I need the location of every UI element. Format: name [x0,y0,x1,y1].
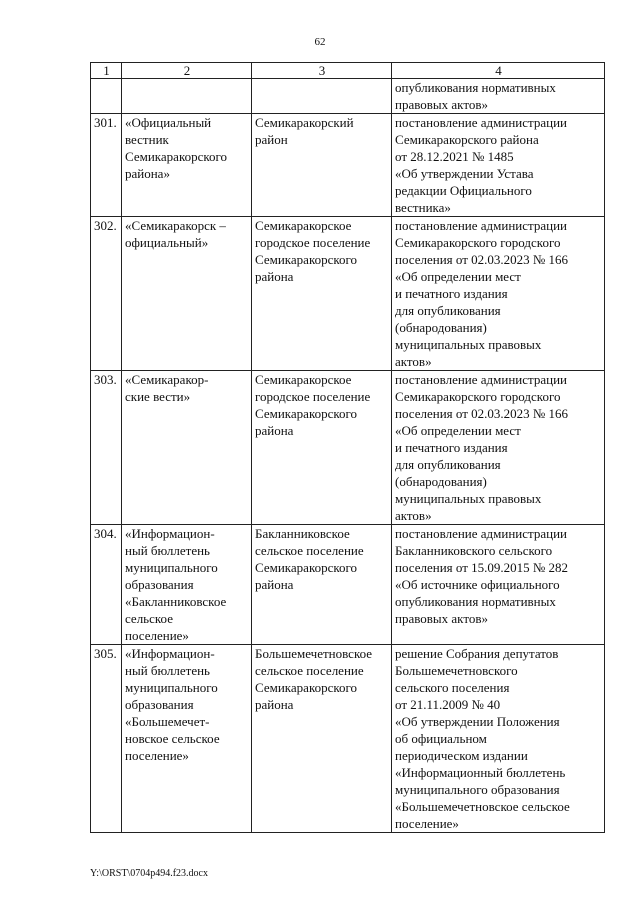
publication-name-line: района» [125,166,170,181]
legal-act-line: поселения от 02.03.2023 № 166 [395,252,569,267]
legal-act-line: муниципального образования [395,782,560,797]
table-row [91,525,605,645]
legal-act-line: Семикаракорского района [395,132,539,147]
legal-act [392,217,605,371]
legal-act-line: об официальном [395,731,487,746]
legal-act-line: Семикаракорского городского [395,389,561,404]
municipality-name-line: Семикаракорское [255,218,352,233]
municipality-name [252,525,392,645]
publication-name-line: «Большемечет- [125,714,210,729]
legal-act-line: поселения от 15.09.2015 № 282 [395,560,569,575]
legal-act-line: и печатного издания [395,440,508,455]
legal-act-line: постановление администрации [395,218,568,233]
legal-act-line: редакции Официального [395,183,532,198]
municipality-name-line: сельское поселение [255,663,364,678]
publication-name-line: «Семикаракор- [125,372,209,387]
publication-name-line: образования [125,697,194,712]
legal-act-line: «Большемечетновское сельское [395,799,570,814]
row-number: 305. [91,645,122,833]
row-number: 301. [91,114,122,217]
publication-name-line: «Информацион- [125,526,215,541]
table-row [91,371,605,525]
legal-act-line: (обнародования) [395,474,487,489]
municipality-name-line: городское поселение [255,235,371,250]
legal-act-line: для опубликования [395,457,501,472]
municipality-name [252,645,392,833]
municipality-name-line: Семикаракорское [255,372,352,387]
publication-name-line: «Информацион- [125,646,215,661]
legal-act-line: «Об определении мест [395,423,521,438]
legal-act-line: Бакланниковского сельского [395,543,553,558]
municipality-name-line: Большемечетновское [255,646,373,661]
legal-act-line: Семикаракорского городского [395,235,561,250]
municipality-name-line: Семикаракорского [255,560,358,575]
legal-act-line: поселения от 02.03.2023 № 166 [395,406,569,421]
municipality-name-line: Семикаракорского [255,680,358,695]
publication-name-line: ный бюллетень [125,663,210,678]
municipality-name-line: района [255,269,294,284]
publication-name-line: ный бюллетень [125,543,210,558]
header-col-1: 1 [91,63,122,79]
legal-act [392,371,605,525]
header-col-4: 4 [392,63,605,79]
legal-act-line: опубликования нормативных [395,594,556,609]
continuation-num [91,79,122,114]
publication-name-line: «Бакланниковское [125,594,227,609]
municipality-name [252,217,392,371]
legal-act-line: постановление администрации [395,372,568,387]
continuation-col3 [252,79,392,114]
publication-name-line: поселение» [125,748,189,763]
publication-name-line: «Семикаракорск – [125,218,226,233]
legal-act [392,114,605,217]
municipality-name-line: район [255,132,288,147]
legal-act-line: «Информационный бюллетень [395,765,566,780]
municipality-name-line: района [255,577,294,592]
legal-act-line: муниципальных правовых [395,491,542,506]
publication-name-line: новское сельское [125,731,220,746]
publication-name-line: поселение» [125,628,189,643]
municipality-name [252,371,392,525]
municipality-name-line: района [255,423,294,438]
publication-name-line: муниципального [125,680,218,695]
municipality-name-line: Семикаракорского [255,252,358,267]
legal-act [392,525,605,645]
legal-act-line: актов» [395,508,432,523]
continuation-col2 [122,79,252,114]
registry-table [90,62,605,833]
legal-act-line: Большемечетновского [395,663,518,678]
municipality-name [252,114,392,217]
legal-act-line: от 21.11.2009 № 40 [395,697,501,712]
table-row [91,217,605,371]
legal-act-line: постановление администрации [395,115,568,130]
publication-name [122,114,252,217]
municipality-name-line: Семикаракорский [255,115,354,130]
legal-act-line: «Об утверждении Устава [395,166,534,181]
legal-act-line: периодическом издании [395,748,528,763]
publication-name-line: «Официальный [125,115,212,130]
header-col-2: 2 [122,63,252,79]
legal-act-line: «Об источнике официального [395,577,560,592]
continuation-col4 [392,79,605,114]
publication-name-line: образования [125,577,194,592]
continuation-line: опубликования нормативных [395,80,556,95]
table-row [91,645,605,833]
continuation-row [91,79,605,114]
publication-name [122,525,252,645]
header-col-3: 3 [252,63,392,79]
legal-act-line: вестника» [395,200,451,215]
publication-name-line: сельское [125,611,173,626]
legal-act [392,645,605,833]
table-row [91,114,605,217]
publication-name-line: ские вести» [125,389,191,404]
publication-name-line: муниципального [125,560,218,575]
legal-act-line: «Об утверждении Положения [395,714,560,729]
municipality-name-line: Бакланниковское [255,526,350,541]
publication-name [122,645,252,833]
municipality-name-line: сельское поселение [255,543,364,558]
legal-act-line: (обнародования) [395,320,487,335]
legal-act-line: для опубликования [395,303,501,318]
legal-act-line: правовых актов» [395,611,488,626]
table-header-row [91,63,605,79]
legal-act-line: поселение» [395,816,459,831]
row-number: 303. [91,371,122,525]
publication-name-line: Семикаракорского [125,149,228,164]
municipality-name-line: района [255,697,294,712]
legal-act-line: актов» [395,354,432,369]
legal-act-line: от 28.12.2021 № 1485 [395,149,514,164]
legal-act-line: постановление администрации [395,526,568,541]
legal-act-line: решение Собрания депутатов [395,646,559,661]
legal-act-line: сельского поселения [395,680,510,695]
municipality-name-line: городское поселение [255,389,371,404]
publication-name [122,217,252,371]
legal-act-line: «Об определении мест [395,269,521,284]
publication-name-line: вестник [125,132,169,147]
legal-act-line: муниципальных правовых [395,337,542,352]
page-number: 62 [314,36,326,48]
continuation-line: правовых актов» [395,97,488,112]
legal-act-line: и печатного издания [395,286,508,301]
publication-name [122,371,252,525]
file-path-footer: Y:\ORST\0704p494.f23.docx [90,868,208,879]
row-number: 302. [91,217,122,371]
publication-name-line: официальный» [125,235,209,250]
row-number: 304. [91,525,122,645]
municipality-name-line: Семикаракорского [255,406,358,421]
